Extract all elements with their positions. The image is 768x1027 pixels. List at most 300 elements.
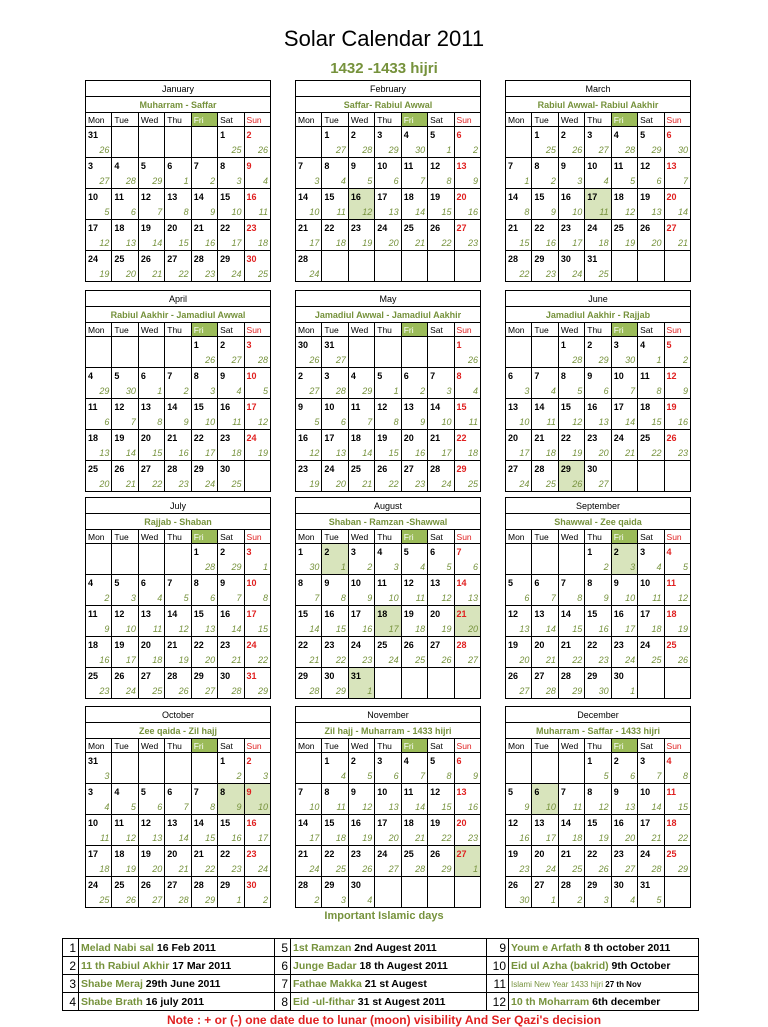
hijri-date (664, 266, 690, 282)
hijri-date: 3 (375, 559, 401, 575)
gregorian-date: 12 (112, 606, 138, 622)
month-january (85, 80, 271, 282)
gregorian-date: 8 (322, 158, 348, 174)
gregorian-date: 11 (112, 189, 138, 205)
gregorian-date: 28 (558, 668, 584, 684)
day-header: Sun (664, 530, 690, 544)
gregorian-date: 20 (138, 637, 164, 653)
hijri-date: 21 (664, 235, 690, 251)
hijri-date: 16 (585, 621, 611, 637)
hijri-date (138, 768, 164, 784)
hijri-date: 7 (112, 414, 138, 430)
hijri-date: 20 (375, 235, 401, 251)
gregorian-date: 15 (322, 815, 348, 831)
hijri-date: 27 (138, 892, 164, 908)
hijri-date: 24 (296, 861, 322, 877)
gregorian-date: 11 (664, 575, 690, 591)
day-header: Mon (506, 739, 532, 753)
gregorian-date: 28 (296, 251, 322, 267)
gregorian-date: 23 (558, 220, 584, 236)
hijri-date: 14 (401, 204, 427, 220)
hijri-date: 10 (375, 590, 401, 606)
hijri-date: 29 (322, 683, 348, 699)
gregorian-date: 19 (112, 637, 138, 653)
gregorian-date: 14 (191, 815, 217, 831)
gregorian-date: 28 (165, 461, 191, 477)
gregorian-date (375, 668, 401, 684)
gregorian-date: 22 (454, 430, 480, 446)
hijri-date: 11 (138, 621, 164, 637)
month-name: January (86, 81, 271, 97)
hijri-date (454, 683, 480, 699)
gregorian-date: 5 (506, 575, 532, 591)
gregorian-date: 18 (401, 815, 427, 831)
gregorian-date: 11 (86, 606, 112, 622)
gregorian-date: 5 (664, 337, 690, 353)
event-date: 16 july 2011 (145, 995, 205, 1008)
hijri-date: 20 (86, 476, 112, 492)
hijri-date: 26 (86, 142, 112, 158)
event-name: Shabe Meraj (81, 977, 146, 990)
gregorian-date: 1 (454, 337, 480, 353)
hijri-date: 24 (112, 683, 138, 699)
gregorian-date: 28 (558, 877, 584, 893)
hijri-date: 4 (138, 590, 164, 606)
gregorian-date: 8 (585, 784, 611, 800)
gregorian-date: 23 (296, 461, 322, 477)
hijri-date: 2 (86, 590, 112, 606)
hijri-date: 16 (454, 204, 480, 220)
event-name: Melad Nabi sal (81, 941, 157, 954)
hijri-date: 16 (664, 414, 690, 430)
gregorian-date: 24 (638, 637, 664, 653)
gregorian-date: 12 (506, 815, 532, 831)
hijri-date: 24 (428, 476, 454, 492)
hijri-date: 18 (322, 235, 348, 251)
gregorian-date: 26 (506, 877, 532, 893)
gregorian-date: 29 (218, 251, 244, 267)
gregorian-date: 9 (244, 784, 270, 800)
gregorian-date: 27 (664, 220, 690, 236)
gregorian-date: 10 (244, 368, 270, 384)
hijri-date: 1 (165, 173, 191, 189)
day-header: Tue (322, 323, 348, 337)
gregorian-date (112, 337, 138, 353)
gregorian-date: 1 (322, 127, 348, 143)
hijri-date: 13 (322, 445, 348, 461)
gregorian-date: 14 (428, 399, 454, 415)
gregorian-date: 9 (611, 784, 637, 800)
hijri-date: 4 (532, 383, 558, 399)
event-entry (509, 993, 699, 1011)
hijri-date: 7 (611, 383, 637, 399)
day-header: Tue (322, 113, 348, 127)
gregorian-date: 20 (165, 220, 191, 236)
hijri-date: 14 (112, 445, 138, 461)
gregorian-date: 29 (558, 461, 584, 477)
hijri-date: 21 (611, 445, 637, 461)
gregorian-date: 16 (218, 606, 244, 622)
hijri-date: 19 (428, 621, 454, 637)
gregorian-date: 22 (558, 430, 584, 446)
hijri-date: 26 (664, 652, 690, 668)
hijri-date: 4 (218, 383, 244, 399)
gregorian-date: 25 (86, 461, 112, 477)
event-name: Youm e Arfath (511, 941, 585, 954)
hijri-date (638, 683, 664, 699)
gregorian-date: 11 (664, 784, 690, 800)
gregorian-date: 28 (165, 668, 191, 684)
day-header: Wed (138, 323, 164, 337)
hijri-date: 26 (558, 142, 584, 158)
hijri-date: 13 (375, 204, 401, 220)
gregorian-date: 16 (348, 815, 374, 831)
event-entry (79, 957, 275, 975)
gregorian-date: 28 (191, 251, 217, 267)
hijri-date: 2 (165, 383, 191, 399)
hijri-date: 4 (585, 173, 611, 189)
gregorian-date: 13 (664, 158, 690, 174)
gregorian-date: 22 (218, 846, 244, 862)
hijri-date: 18 (138, 652, 164, 668)
month-july (85, 497, 271, 699)
hijri-date: 12 (348, 204, 374, 220)
gregorian-date (112, 544, 138, 560)
hijri-date: 29 (558, 683, 584, 699)
hijri-date: 1 (218, 892, 244, 908)
gregorian-date: 26 (401, 637, 427, 653)
hijri-date: 3 (558, 173, 584, 189)
gregorian-date (165, 337, 191, 353)
event-date: 31 st Augest 2011 (357, 995, 446, 1008)
hijri-date: 20 (375, 830, 401, 846)
gregorian-date: 19 (506, 637, 532, 653)
hijri-date: 10 (532, 799, 558, 815)
gregorian-date (532, 337, 558, 353)
hijri-date (112, 142, 138, 158)
gregorian-date: 28 (532, 461, 558, 477)
gregorian-date (664, 877, 690, 893)
gregorian-date: 27 (165, 877, 191, 893)
hijri-date: 19 (348, 830, 374, 846)
hijri-date: 2 (348, 559, 374, 575)
hijri-date: 12 (296, 445, 322, 461)
gregorian-date: 26 (428, 220, 454, 236)
gregorian-date: 5 (138, 784, 164, 800)
hijri-date: 30 (112, 383, 138, 399)
gregorian-date: 8 (296, 575, 322, 591)
hijri-date: 15 (138, 445, 164, 461)
gregorian-date: 16 (585, 399, 611, 415)
hijri-date: 5 (348, 173, 374, 189)
gregorian-date: 30 (296, 337, 322, 353)
hijri-date: 14 (165, 830, 191, 846)
hijri-date: 19 (296, 476, 322, 492)
gregorian-date: 27 (532, 877, 558, 893)
hijri-date: 13 (86, 445, 112, 461)
gregorian-date: 1 (218, 127, 244, 143)
hijri-date: 11 (322, 204, 348, 220)
hijri-date: 21 (218, 652, 244, 668)
day-header: Fri (401, 739, 427, 753)
hijri-date (401, 683, 427, 699)
gregorian-date: 16 (244, 815, 270, 831)
hijri-date: 2 (218, 768, 244, 784)
hijri-date: 17 (558, 235, 584, 251)
event-date: 16 Feb 2011 (156, 941, 216, 954)
hijri-date: 29 (138, 173, 164, 189)
day-header: Wed (348, 530, 374, 544)
gregorian-date: 18 (112, 846, 138, 862)
hijri-date: 24 (191, 476, 217, 492)
gregorian-date: 27 (138, 461, 164, 477)
gregorian-date: 4 (112, 158, 138, 174)
gregorian-date: 2 (244, 753, 270, 769)
month-name: July (86, 498, 271, 514)
hijri-date (296, 142, 322, 158)
gregorian-date: 30 (585, 461, 611, 477)
hijri-date: 24 (296, 266, 322, 282)
gregorian-date: 3 (86, 784, 112, 800)
gregorian-date: 14 (296, 815, 322, 831)
day-header: Tue (322, 530, 348, 544)
event-entry (79, 939, 275, 957)
gregorian-date: 10 (322, 399, 348, 415)
hijri-date (428, 892, 454, 908)
gregorian-date: 19 (428, 815, 454, 831)
gregorian-date: 28 (454, 637, 480, 653)
month-name: October (86, 707, 271, 723)
hijri-date: 8 (558, 590, 584, 606)
gregorian-date: 20 (401, 430, 427, 446)
hijri-date: 14 (296, 621, 322, 637)
gregorian-date: 29 (296, 668, 322, 684)
gregorian-date: 1 (532, 127, 558, 143)
gregorian-date (532, 544, 558, 560)
event-number: 5 (275, 939, 291, 957)
day-header: Wed (348, 113, 374, 127)
event-name: 11 th Rabiul Akhir (81, 959, 173, 972)
hijri-date: 16 (218, 830, 244, 846)
hijri-date: 23 (191, 266, 217, 282)
hijri-date: 9 (401, 414, 427, 430)
gregorian-date: 12 (428, 784, 454, 800)
gregorian-date (348, 337, 374, 353)
hijri-date: 19 (585, 830, 611, 846)
hijri-date: 12 (165, 621, 191, 637)
gregorian-date: 30 (218, 461, 244, 477)
hijri-date: 23 (165, 476, 191, 492)
hijri-date: 11 (638, 590, 664, 606)
hijri-date: 17 (218, 235, 244, 251)
hijri-date: 2 (585, 559, 611, 575)
day-header: Mon (506, 530, 532, 544)
hijri-date (401, 892, 427, 908)
gregorian-date: 20 (664, 189, 690, 205)
gregorian-date: 2 (244, 127, 270, 143)
gregorian-date: 2 (611, 544, 637, 560)
gregorian-date: 26 (375, 461, 401, 477)
hijri-date (532, 768, 558, 784)
gregorian-date: 29 (191, 668, 217, 684)
hijri-date: 20 (638, 235, 664, 251)
gregorian-date: 15 (191, 606, 217, 622)
hijri-date (375, 266, 401, 282)
gregorian-date: 26 (638, 220, 664, 236)
gregorian-date: 29 (454, 461, 480, 477)
hijri-date: 13 (506, 621, 532, 637)
day-header: Sat (218, 113, 244, 127)
hijri-date: 18 (244, 235, 270, 251)
hijri-date (664, 476, 690, 492)
hijri-date: 18 (558, 830, 584, 846)
event-name: 1st Ramzan (293, 941, 355, 954)
month-june (505, 290, 691, 492)
gregorian-date: 6 (428, 544, 454, 560)
hijri-date: 10 (506, 414, 532, 430)
gregorian-date (375, 251, 401, 267)
hijri-date: 7 (348, 414, 374, 430)
day-header: Wed (348, 323, 374, 337)
hijri-date: 6 (638, 173, 664, 189)
event-entry (509, 939, 699, 957)
day-header: Wed (558, 739, 584, 753)
gregorian-date: 23 (244, 846, 270, 862)
gregorian-date: 11 (401, 158, 427, 174)
hijri-date: 1 (244, 559, 270, 575)
gregorian-date: 20 (454, 815, 480, 831)
gregorian-date: 3 (244, 337, 270, 353)
day-header: Sat (218, 739, 244, 753)
gregorian-date (86, 544, 112, 560)
hijri-date: 4 (86, 799, 112, 815)
hijri-date: 3 (218, 173, 244, 189)
hijri-date: 2 (296, 892, 322, 908)
gregorian-date: 9 (322, 575, 348, 591)
gregorian-date (506, 127, 532, 143)
event-number: 6 (275, 957, 291, 975)
gregorian-date: 2 (218, 544, 244, 560)
hijri-date: 26 (454, 352, 480, 368)
gregorian-date: 16 (218, 399, 244, 415)
hijri-date: 15 (638, 414, 664, 430)
day-header: Sun (664, 323, 690, 337)
gregorian-date: 20 (165, 846, 191, 862)
hijri-date: 2 (558, 892, 584, 908)
hijri-date: 5 (611, 173, 637, 189)
hijri-date: 3 (428, 383, 454, 399)
gregorian-date: 1 (191, 337, 217, 353)
gregorian-date: 21 (296, 220, 322, 236)
gregorian-date: 15 (585, 606, 611, 622)
page-title: Solar Calendar 2011 (283, 26, 485, 51)
hijri-date (506, 559, 532, 575)
hijri-date: 29 (664, 861, 690, 877)
gregorian-date (296, 127, 322, 143)
gregorian-date: 17 (585, 189, 611, 205)
event-date: 8 th october 2011 (584, 941, 671, 954)
day-header: Fri (401, 323, 427, 337)
hijri-date: 15 (375, 445, 401, 461)
gregorian-date: 1 (296, 544, 322, 560)
hijri-date: 23 (348, 652, 374, 668)
gregorian-date: 26 (428, 846, 454, 862)
gregorian-date: 8 (322, 784, 348, 800)
hijri-date: 1 (322, 559, 348, 575)
gregorian-date: 9 (611, 575, 637, 591)
gregorian-date: 11 (348, 399, 374, 415)
gregorian-date: 4 (611, 127, 637, 143)
month-september (505, 497, 691, 699)
hijri-date: 22 (191, 861, 217, 877)
hijri-date (244, 476, 270, 492)
day-header: Sun (454, 113, 480, 127)
hijri-date: 28 (532, 683, 558, 699)
hijri-date: 22 (428, 235, 454, 251)
hijri-date: 19 (165, 652, 191, 668)
hijri-date: 21 (638, 830, 664, 846)
gregorian-date (638, 461, 664, 477)
hijri-date (322, 266, 348, 282)
gregorian-date: 10 (638, 784, 664, 800)
gregorian-date: 17 (86, 846, 112, 862)
gregorian-date: 19 (506, 846, 532, 862)
hijri-date: 1 (138, 383, 164, 399)
hijri-date: 27 (296, 383, 322, 399)
hijri-date: 19 (112, 861, 138, 877)
hijri-months-label: Zil hajj - Muharram - 1433 hijri (296, 723, 481, 739)
hijri-date: 5 (428, 559, 454, 575)
hijri-date: 20 (322, 476, 348, 492)
gregorian-date: 1 (322, 753, 348, 769)
hijri-date: 6 (86, 414, 112, 430)
hijri-date: 26 (165, 683, 191, 699)
hijri-date: 4 (611, 892, 637, 908)
gregorian-date: 9 (348, 784, 374, 800)
hijri-date: 15 (165, 235, 191, 251)
gregorian-date: 25 (664, 846, 690, 862)
hijri-date: 17 (296, 830, 322, 846)
gregorian-date (506, 544, 532, 560)
hijri-date: 29 (86, 383, 112, 399)
day-header: Tue (112, 530, 138, 544)
hijri-date: 25 (138, 683, 164, 699)
gregorian-date: 25 (638, 430, 664, 446)
day-header: Tue (112, 113, 138, 127)
event-entry (291, 993, 487, 1011)
hijri-date (532, 352, 558, 368)
footer-note: Note : + or (-) one date due to lunar (moon) visibility And Ser Qazi's decision (166, 1013, 602, 1027)
day-header: Mon (296, 113, 322, 127)
gregorian-date: 5 (112, 368, 138, 384)
gregorian-date: 21 (558, 846, 584, 862)
day-header: Wed (138, 113, 164, 127)
hijri-date: 17 (191, 445, 217, 461)
event-number: 4 (63, 993, 79, 1011)
gregorian-date: 3 (375, 753, 401, 769)
hijri-date (506, 352, 532, 368)
day-header: Sun (664, 739, 690, 753)
gregorian-date: 11 (611, 158, 637, 174)
event-entry (291, 957, 487, 975)
month-name: February (296, 81, 481, 97)
hijri-date: 6 (138, 799, 164, 815)
day-header: Tue (112, 323, 138, 337)
hijri-date: 25 (218, 142, 244, 158)
hijri-date: 14 (401, 799, 427, 815)
gregorian-date: 12 (112, 399, 138, 415)
gregorian-date: 1 (191, 544, 217, 560)
